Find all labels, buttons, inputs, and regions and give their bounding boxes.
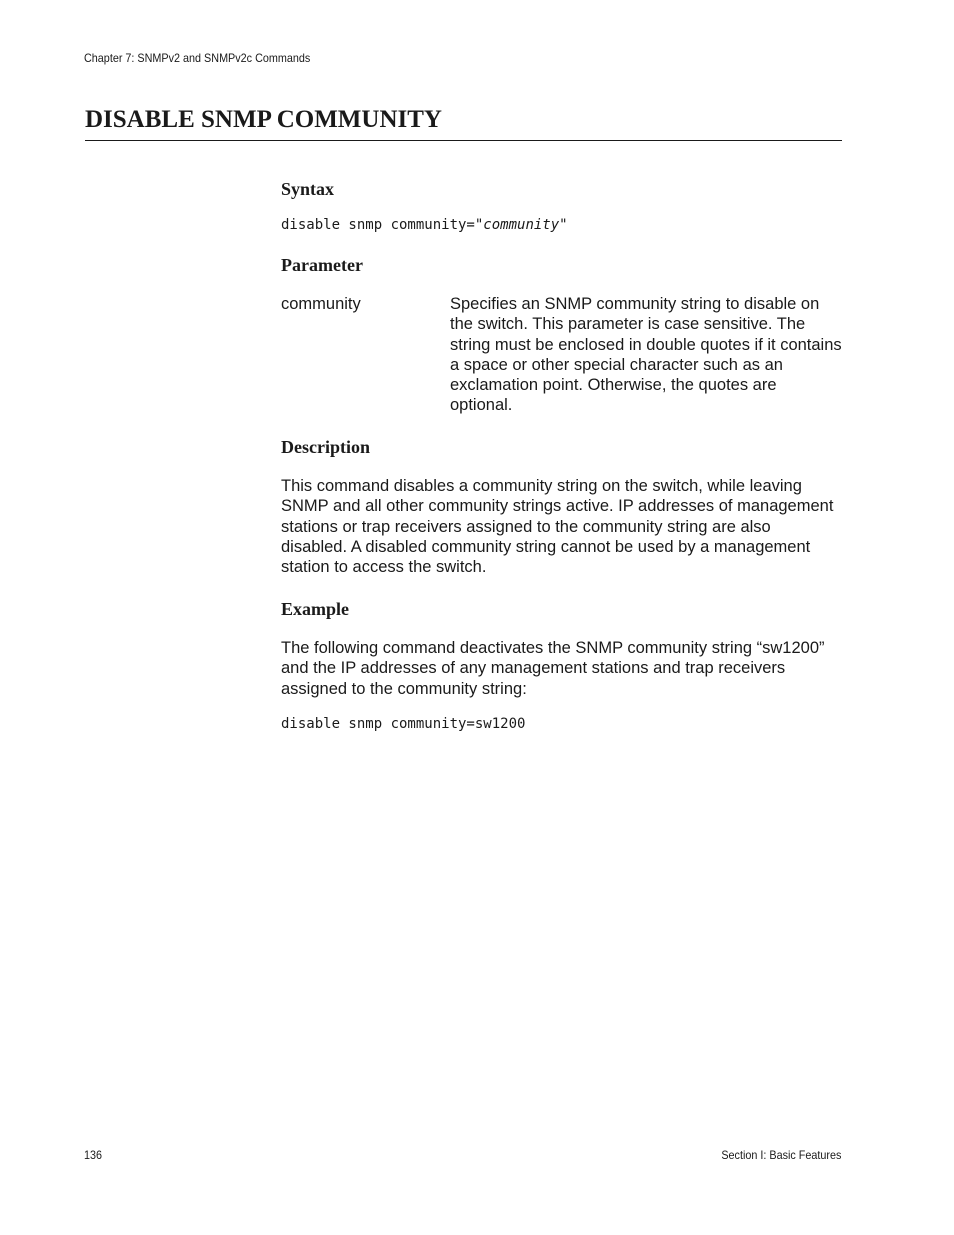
syntax-command-suffix: ": [559, 217, 568, 233]
example-heading: Example: [281, 599, 350, 619]
syntax-command-variable: community: [483, 217, 560, 233]
page-number: 136: [84, 1148, 103, 1162]
parameter-heading: Parameter: [281, 255, 363, 275]
parameter-description: Specifies an SNMP community string to disable on the switch. This parameter is case sensitive. The string must be enclosed in double quotes if it contains a space or other special character such as an exclamation point. Otherwise, the quotes are optional.: [450, 295, 842, 415]
example-text: The following command deactivates the SNMP community string “sw1200” and the IP addresses of any management stations and trap receivers assigned to the community string:: [281, 639, 825, 698]
syntax-command: [281, 217, 568, 233]
title-rule: [85, 140, 842, 141]
example-command: disable snmp community=sw1200: [281, 716, 526, 732]
page-title: DISABLE SNMP COMMUNITY: [85, 106, 442, 133]
syntax-command-prefix: disable snmp community=": [281, 217, 484, 233]
section-footer: Section I: Basic Features: [720, 1148, 841, 1162]
description-heading: Description: [281, 437, 370, 457]
syntax-heading: Syntax: [281, 179, 335, 199]
description-text: This command disables a community string on the switch, while leaving SNMP and all other community strings active. IP addresses of management stations or trap receivers assigned to the community string are also disabled. A disabled community string cannot be used by a management station to access the switch.: [281, 477, 834, 577]
parameter-name: community: [281, 295, 361, 313]
running-header: Chapter 7: SNMPv2 and SNMPv2c Commands: [84, 51, 311, 65]
